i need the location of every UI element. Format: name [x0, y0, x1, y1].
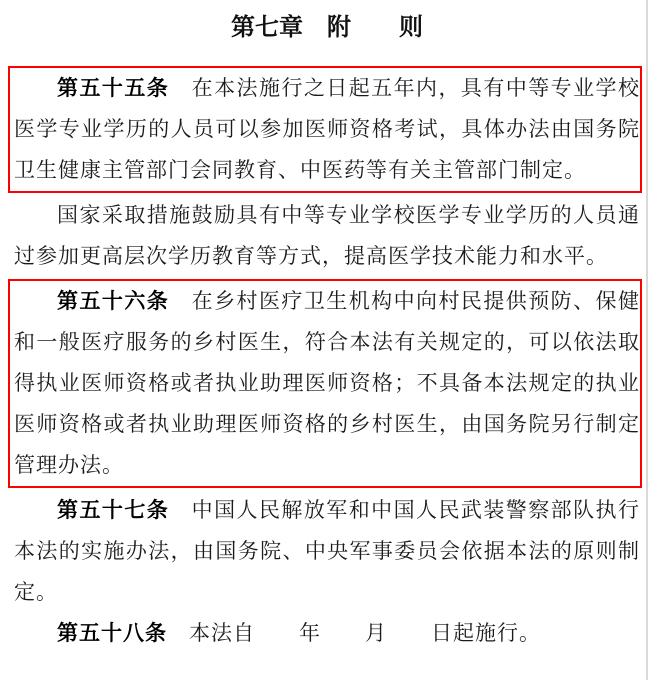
article-number: 第五十五条: [57, 77, 170, 100]
text-line: [14, 613, 640, 654]
article-text: 定。: [14, 580, 58, 604]
article-text: 本法的实施办法，由国务院、中央军事委员会依据本法的原则制: [14, 539, 640, 563]
chapter-title: 第七章 附 则: [231, 14, 423, 41]
article-text: 医学专业学历的人员可以参加医师资格考试，具体办法由国务院: [14, 117, 640, 141]
text-line: [14, 363, 640, 404]
highlight-box-article-56: [8, 279, 642, 488]
text-line: [14, 531, 640, 572]
article-text: 和一般医疗服务的乡村医生，符合本法有关规定的，可以依法取: [14, 330, 640, 354]
text-line: [14, 404, 640, 445]
article-text: 本法自 年 月 日起施行。: [167, 621, 541, 645]
article-text: 在本法施行之日起五年内，具有中等专业学校: [169, 76, 640, 100]
text-line: [14, 490, 640, 531]
article-58: [14, 613, 640, 654]
text-line: [14, 281, 640, 322]
text-line: [14, 150, 640, 191]
text-line: [14, 109, 640, 150]
article-text: 国家采取措施鼓励具有中等专业学校医学专业学历的人员通: [57, 203, 640, 227]
text-line: [14, 572, 640, 613]
article-blocks: [14, 66, 640, 654]
paragraph-state-encouragement: [14, 195, 640, 277]
article-text: 管理办法。: [14, 453, 124, 477]
article-number: 第五十八条: [57, 622, 167, 645]
article-text: 卫生健康主管部门会同教育、中医药等有关主管部门制定。: [14, 158, 586, 182]
highlight-box-article-55: [8, 66, 642, 193]
article-text: 在乡村医疗卫生机构中向村民提供预防、保健: [169, 289, 640, 313]
document-content: [14, 0, 640, 654]
text-line: [14, 445, 640, 486]
text-line: [14, 68, 640, 109]
article-57: [14, 490, 640, 613]
page-right-edge-line: [646, 0, 648, 680]
article-text: 得执业医师资格或者执业助理医师资格；不具备本法规定的执业: [14, 371, 640, 395]
article-number: 第五十六条: [57, 290, 170, 313]
article-text: 医师资格或者执业助理医师资格的乡村医生，由国务院另行制定: [14, 412, 640, 436]
article-text: 中国人民解放军和中国人民武装警察部队执行: [169, 498, 640, 522]
text-line: [14, 322, 640, 363]
article-text: 过参加更高层次学历教育等方式，提高医学技术能力和水平。: [14, 244, 608, 268]
text-line: [14, 236, 640, 277]
text-line: [14, 195, 640, 236]
article-number: 第五十七条: [57, 499, 170, 522]
